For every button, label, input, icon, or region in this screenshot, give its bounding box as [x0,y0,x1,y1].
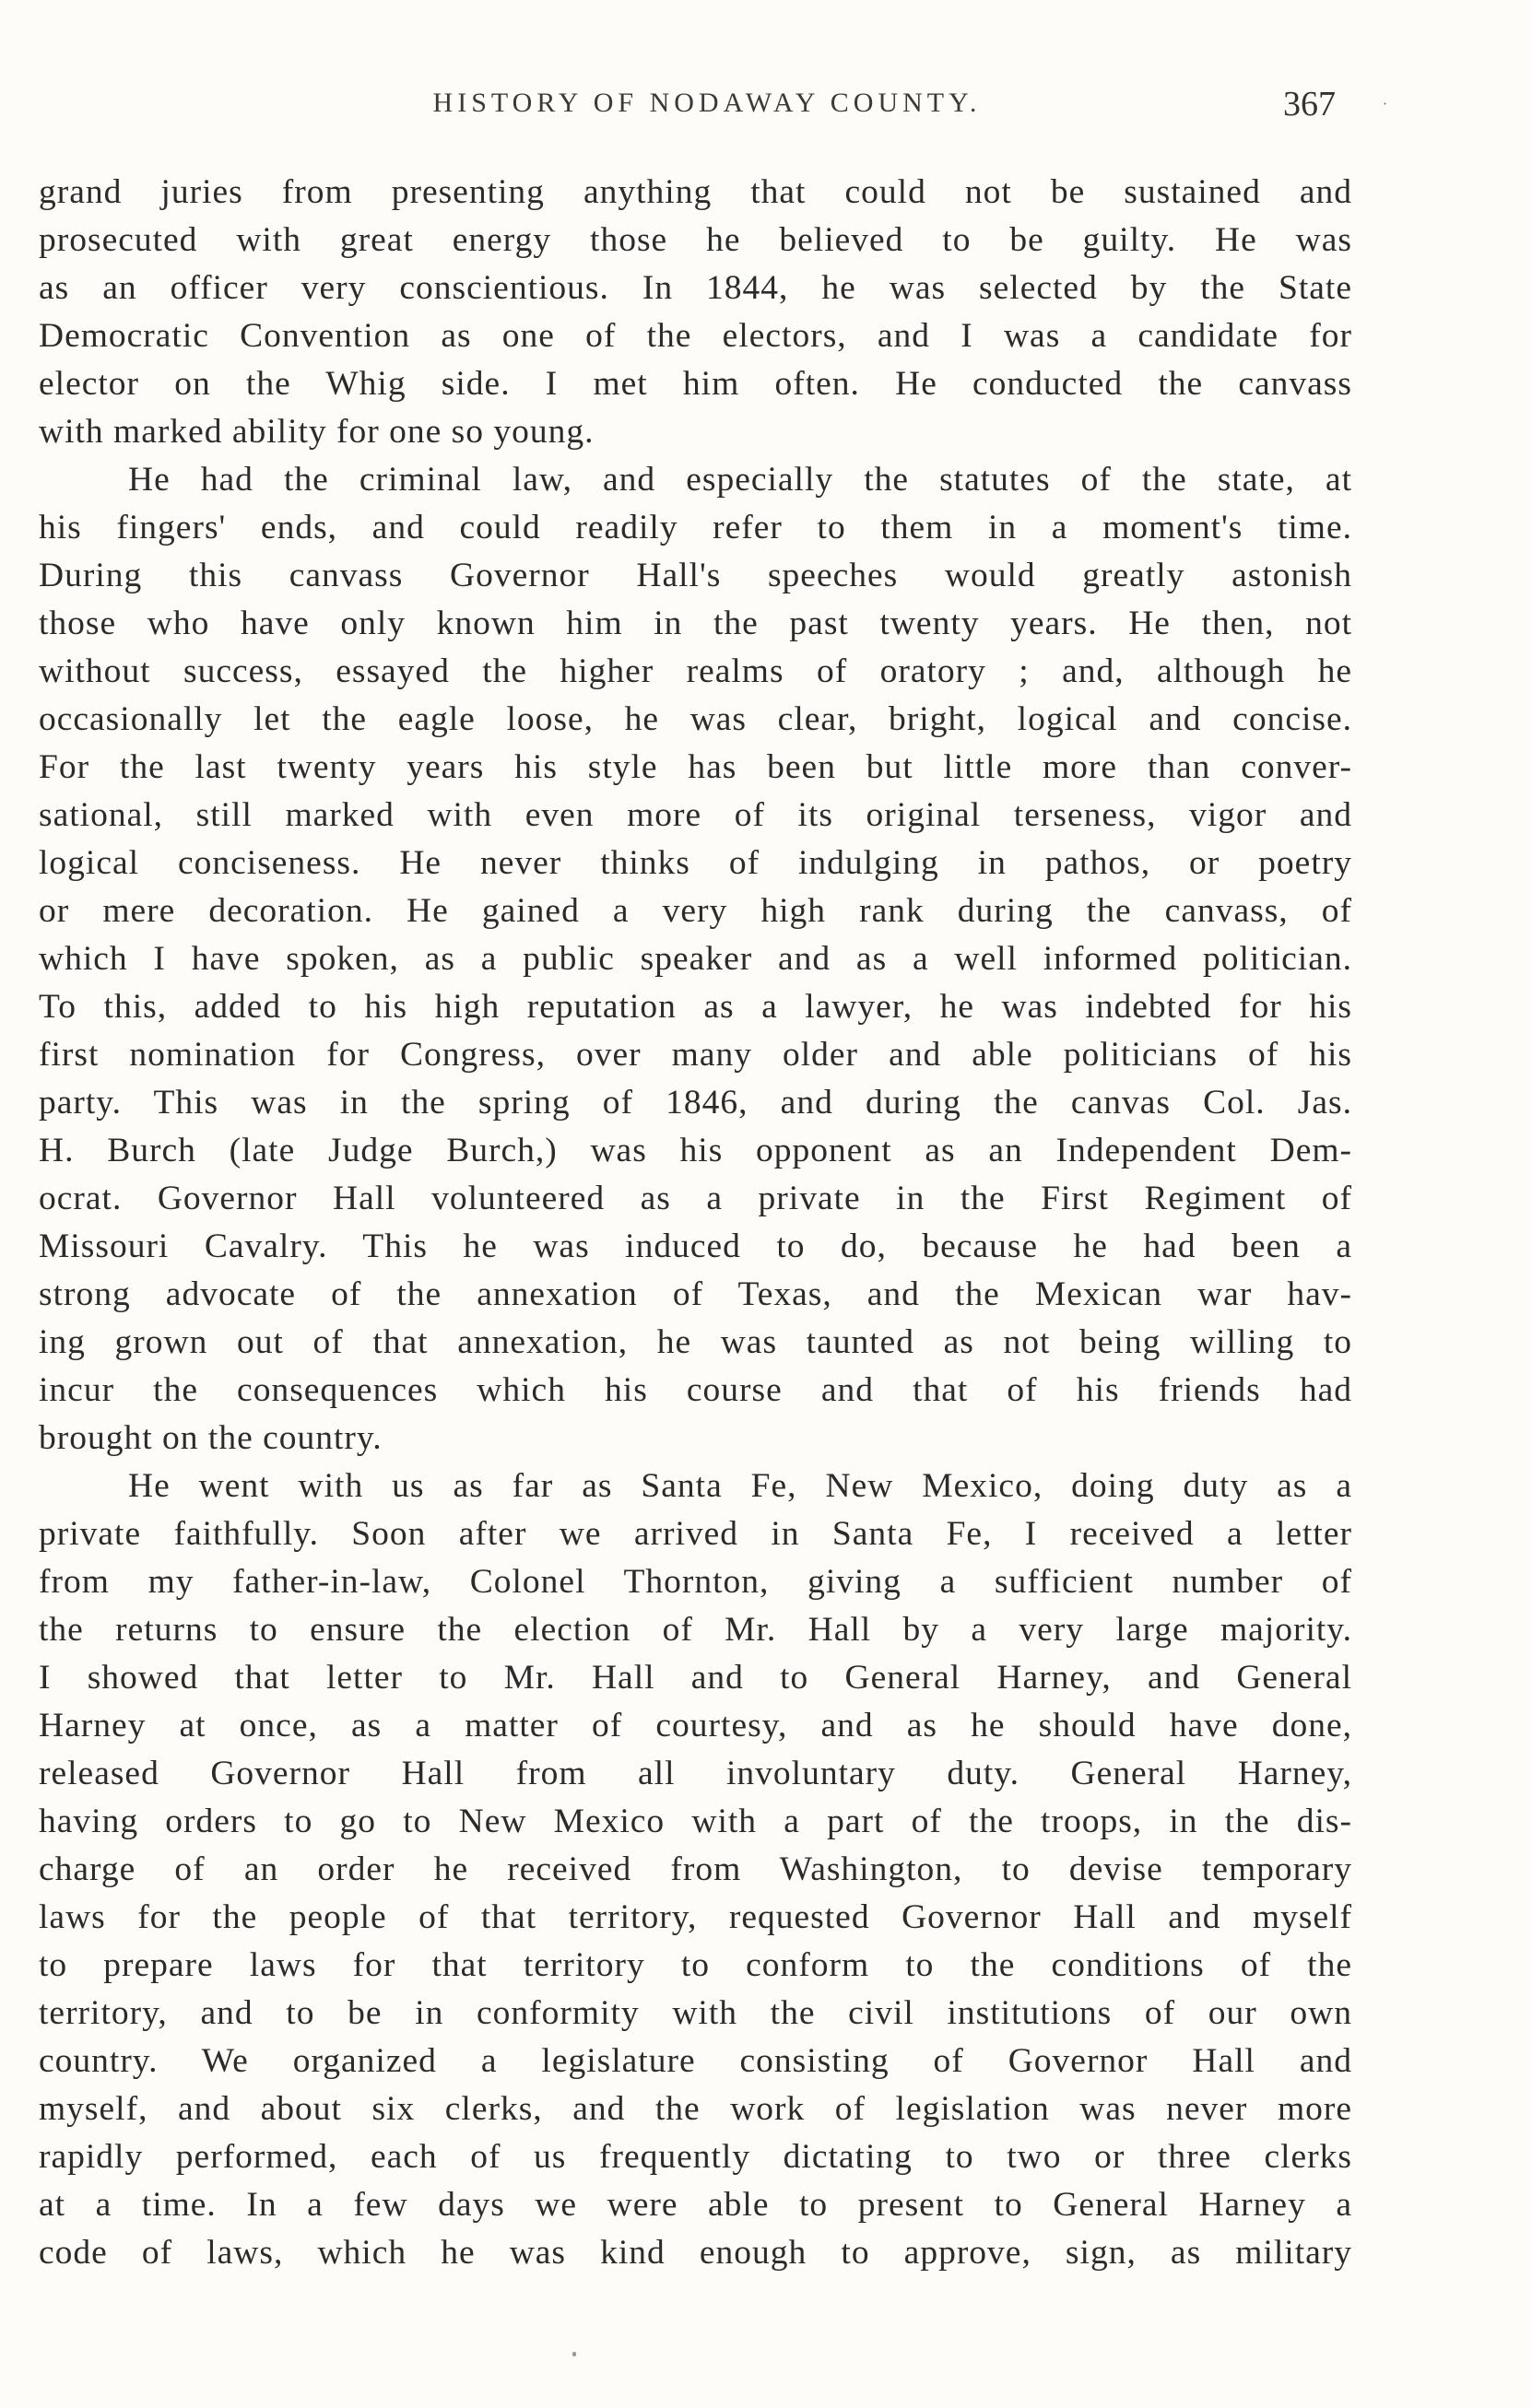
text-line: to prepare laws for that territory to conform to the conditions of the [39,1946,1352,1984]
text-line: at a time. In a few days we were able to present to General Harney a [39,2186,1352,2224]
text-line: country. We organized a legislature consisting of Governor Hall and [39,2042,1352,2080]
text-line: first nomination for Congress, over many older and able politicians of his [39,1036,1352,1074]
text-line: prosecuted with great energy those he believed to be guilty. He was [39,221,1352,259]
text-line: territory, and to be in conformity with the civil institutions of our own [39,1994,1352,2032]
text-line: charge of an order he received from Washington, to devise temporary [39,1850,1352,1888]
text-line: sational, still marked with even more of its original terseness, vigor and [39,796,1352,834]
text-line: brought on the country. [39,1419,383,1457]
text-line: strong advocate of the annexation of Texas, and the Mexican war hav- [39,1275,1352,1313]
text-line: having orders to go to New Mexico with a part of the troops, in the dis- [39,1803,1352,1840]
text-line: Missouri Cavalry. This he was induced to do, because he had been a [39,1227,1352,1265]
text-line: his fingers' ends, and could readily refer to them in a moment's time. [39,509,1352,546]
page-number: 367 [1283,85,1336,123]
text-line: private faithfully. Soon after we arrived in Santa Fe, I received a letter [39,1515,1352,1553]
text-line: the returns to ensure the election of Mr. Hall by a very large majority. [39,1611,1352,1649]
page-header [0,85,1532,134]
header-mark: · [1383,95,1388,112]
text-line: party. This was in the spring of 1846, and during the canvas Col. Jas. [39,1084,1352,1122]
text-line: occasionally let the eagle loose, he was clear, bright, logical and concise. [39,700,1352,738]
text-line: from my father-in-law, Colonel Thornton, giving a sufficient number of [39,1563,1352,1601]
text-line: ocrat. Governor Hall volunteered as a private in the First Regiment of [39,1180,1352,1217]
paragraph-first-line: He went with us as far as Santa Fe, New Mexico, doing duty as a [128,1467,1352,1505]
body-text [39,169,1352,2277]
text-line: elector on the Whig side. I met him often. He conducted the canvass [39,365,1352,403]
text-line: released Governor Hall from all involuntary duty. General Harney, [39,1755,1352,1792]
text-line: I showed that letter to Mr. Hall and to General Harney, and General [39,1659,1352,1697]
text-line: laws for the people of that territory, requested Governor Hall and myself [39,1898,1352,1936]
text-line: which I have spoken, as a public speaker and as a well informed politician. [39,940,1352,978]
text-line: those who have only known him in the past twenty years. He then, not [39,605,1352,642]
text-line: grand juries from presenting anything that could not be sustained and [39,173,1352,211]
text-line: incur the consequences which his course and that of his friends had [39,1371,1352,1409]
text-line: or mere decoration. He gained a very high rank during the canvass, of [39,892,1352,930]
text-line: For the last twenty years his style has been but little more than conver- [39,748,1352,786]
page-speck [572,2352,576,2356]
text-line: Harney at once, as a matter of courtesy, and as he should have done, [39,1707,1352,1744]
running-title: HISTORY OF NODAWAY COUNTY. [432,88,982,118]
text-line: without success, essayed the higher realms of oratory ; and, although he [39,652,1352,690]
text-line: Democratic Convention as one of the electors, and I was a candidate for [39,317,1352,355]
text-line: logical conciseness. He never thinks of indulging in pathos, or poetry [39,844,1352,882]
paragraph-first-line: He had the criminal law, and especially the statutes of the state, at [128,461,1352,499]
text-line: with marked ability for one so young. [39,413,595,451]
text-line: To this, added to his high reputation as a lawyer, he was indebted for his [39,988,1352,1026]
text-line: code of laws, which he was kind enough to approve, sign, as military [39,2234,1352,2272]
text-line: as an officer very conscientious. In 1844, he was selected by the State [39,269,1352,307]
text-line: ing grown out of that annexation, he was taunted as not being willing to [39,1323,1352,1361]
text-line: myself, and about six clerks, and the work of legislation was never more [39,2090,1352,2128]
text-line: During this canvass Governor Hall's speeches would greatly astonish [39,557,1352,594]
text-line: H. Burch (late Judge Burch,) was his opponent as an Independent Dem- [39,1132,1352,1169]
text-line: rapidly performed, each of us frequently dictating to two or three clerks [39,2138,1352,2176]
